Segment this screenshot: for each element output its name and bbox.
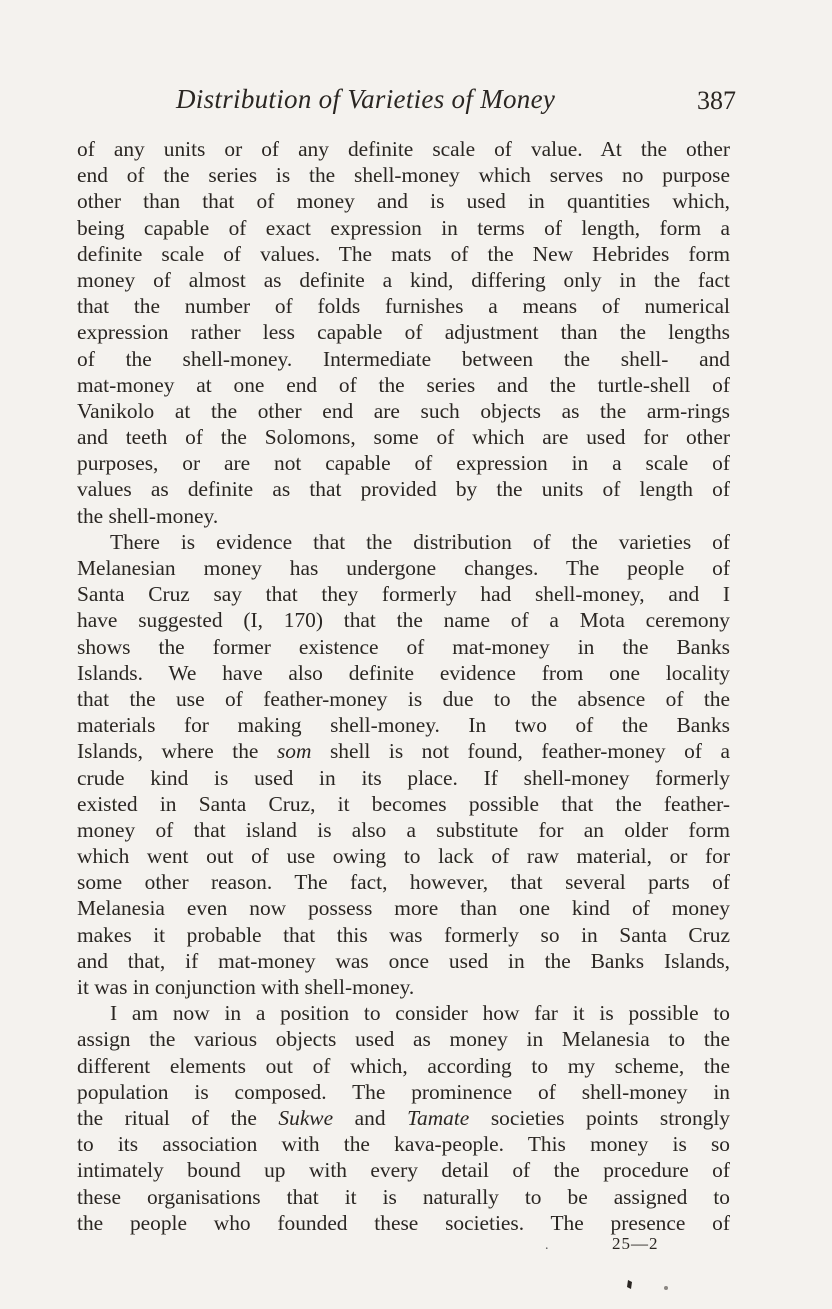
text-line: these organisations that it is naturally to be assigned to bbox=[77, 1184, 730, 1209]
text-line: which went out of use owing to lack of raw material, or for bbox=[77, 844, 730, 869]
footer-dot: . bbox=[545, 1238, 549, 1253]
text-line: Melanesian money has undergone changes. The people of bbox=[77, 556, 730, 580]
text-line: makes it probable that this was formerly so in Santa Cruz bbox=[77, 922, 730, 947]
text-line: assign the various objects used as money in Melanesia to the bbox=[77, 1027, 730, 1052]
text-line: of any units or of any definite scale of value. At the other bbox=[77, 137, 730, 161]
text-line: expression rather less capable of adjustment than the lengths bbox=[77, 320, 730, 345]
text-line: being capable of exact expression in terms of length, form a bbox=[77, 215, 730, 240]
emphasis: Tamate bbox=[407, 1105, 470, 1130]
text-line: of the shell-money. Intermediate between the shell- and bbox=[77, 346, 730, 371]
text-line: intimately bound up with every detail of the procedure of bbox=[77, 1158, 730, 1183]
text-line: the shell-money. bbox=[77, 503, 219, 528]
page-header bbox=[176, 84, 746, 124]
text-line: end of the series is the shell-money which serves no purpose bbox=[77, 163, 730, 188]
ink-dot bbox=[664, 1286, 668, 1290]
text-line: existed in Santa Cruz, it becomes possible that the feather- bbox=[77, 791, 730, 816]
text-line: definite scale of values. The mats of the New Hebrides form bbox=[77, 241, 730, 266]
text-line: shows the former existence of mat-money in the Banks bbox=[77, 634, 730, 659]
scan-specks bbox=[620, 1276, 680, 1296]
text-line: the people who founded these societies. The presence of bbox=[77, 1210, 730, 1235]
text-line: population is composed. The prominence of shell-money in bbox=[77, 1079, 730, 1104]
text-line: Vanikolo at the other end are such objects as the arm-rings bbox=[77, 398, 730, 423]
text-line: mat-money at one end of the series and the turtle-shell of bbox=[77, 372, 730, 397]
text-line: have suggested (I, 170) that the name of a Mota ceremony bbox=[77, 608, 730, 633]
text-line: I am now in a position to consider how far it is possible to bbox=[110, 1001, 730, 1026]
body-text bbox=[77, 136, 730, 1236]
text-line: Melanesia even now possess more than one kind of money bbox=[77, 896, 730, 921]
text-run: the ritual of the bbox=[77, 1105, 279, 1130]
text-run: societies points strongly bbox=[469, 1105, 730, 1130]
text-line: it was in conjunction with shell-money. bbox=[77, 975, 415, 999]
text-line: values as definite as that provided by the units of length of bbox=[77, 477, 730, 502]
text-line: that the use of feather-money is due to the absence of the bbox=[77, 686, 730, 711]
text-line: money of almost as definite a kind, differing only in the fact bbox=[77, 267, 730, 292]
text-line: crude kind is used in its place. If shell-money formerly bbox=[77, 765, 730, 790]
text-line: Islands. We have also definite evidence from one locality bbox=[77, 660, 730, 685]
emphasis: som bbox=[276, 739, 312, 764]
text-line: some other reason. The fact, however, that several parts of bbox=[77, 870, 730, 895]
text-line: different elements out of which, according to my scheme, the bbox=[77, 1053, 730, 1078]
text-line bbox=[77, 1105, 730, 1131]
text-line: to its association with the kava-people. This money is so bbox=[77, 1132, 730, 1157]
running-title: Distribution of Varieties of Money bbox=[176, 84, 556, 114]
text-run: shell is not found, feather-money of a bbox=[311, 739, 730, 764]
text-line: that the number of folds furnishes a means of numerical bbox=[77, 294, 730, 319]
text-line: other than that of money and is used in quantities which, bbox=[77, 189, 730, 214]
text-line: money of that island is also a substitute for an older form bbox=[77, 817, 730, 842]
page-footer bbox=[0, 1234, 832, 1264]
signature-mark: 25—2 bbox=[612, 1234, 659, 1253]
text-line: Santa Cruz say that they formerly had shell-money, and I bbox=[77, 582, 730, 607]
page-number: 387 bbox=[697, 86, 736, 115]
text-line bbox=[77, 738, 730, 764]
ink-speck bbox=[627, 1280, 632, 1289]
text-run: and bbox=[333, 1105, 408, 1130]
text-line: materials for making shell-money. In two of the Banks bbox=[77, 713, 730, 738]
text-line: and that, if mat-money was once used in the Banks Islands, bbox=[77, 948, 730, 973]
emphasis: Sukwe bbox=[278, 1105, 334, 1130]
text-line: purposes, or are not capable of expression in a scale of bbox=[77, 451, 730, 476]
text-line: and teeth of the Solomons, some of which are used for other bbox=[77, 425, 730, 450]
text-run: Islands, where the bbox=[77, 739, 277, 764]
text-line: There is evidence that the distribution of the varieties of bbox=[110, 529, 730, 554]
